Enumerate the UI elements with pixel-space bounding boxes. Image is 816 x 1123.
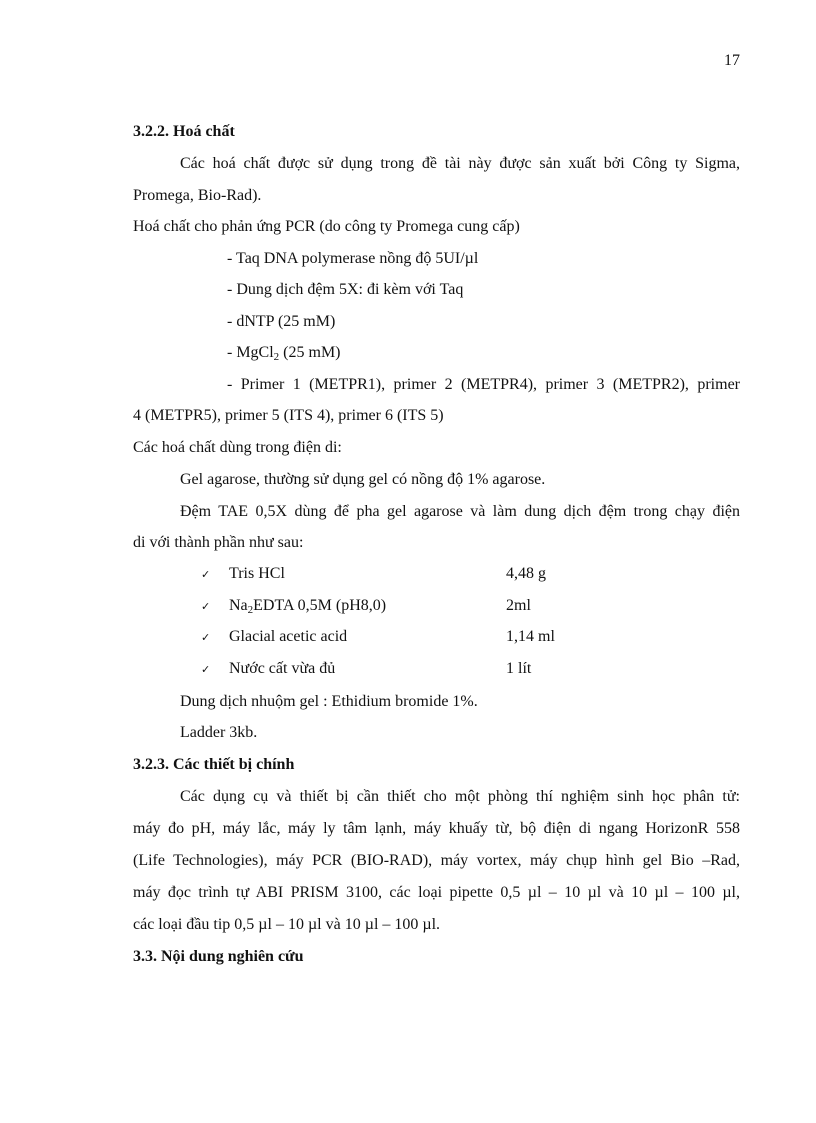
- tae-component-qty: 1 lít: [506, 660, 532, 677]
- pcr-item-primers-cont: 4 (METPR5), primer 5 (ITS 4), primer 6 (ITS 5): [133, 407, 444, 424]
- tae-component-name: Nước cất vừa đủ: [229, 660, 336, 677]
- tae-component-name: Tris HCl: [229, 565, 285, 582]
- edta-suffix: EDTA 0,5M (pH8,0): [253, 597, 387, 614]
- na-prefix: Na: [229, 597, 248, 614]
- ladder-line: Ladder 3kb.: [180, 724, 258, 741]
- equipment-paragraph-line: máy đo pH, máy lắc, máy ly tâm lạnh, máy khuấy từ, bộ điện di ngang HorizonR 558: [133, 820, 740, 837]
- tae-component-row: [133, 597, 740, 617]
- na-subscript: 2: [247, 604, 254, 616]
- tae-component-row: [133, 565, 740, 585]
- section-heading-3-3: 3.3. Nội dung nghiên cứu: [133, 948, 304, 965]
- tae-component-qty: 1,14 ml: [506, 628, 555, 645]
- pcr-item-dntp: - dNTP (25 mM): [227, 313, 336, 330]
- intro-paragraph-line: Promega, Bio-Rad).: [133, 187, 262, 204]
- checkmark-icon: ✓: [201, 600, 211, 613]
- tae-buffer-line-cont: di với thành phần như sau:: [133, 534, 304, 551]
- pcr-item-primers: - Primer 1 (METPR1), primer 2 (METPR4), primer 3 (METPR2), primer: [227, 376, 740, 393]
- pcr-chemicals-title: Hoá chất cho phản ứng PCR (do công ty Promega cung cấp): [133, 218, 520, 235]
- pcr-item-mgcl2: [227, 343, 341, 363]
- gel-agarose-line: Gel agarose, thường sử dụng gel có nồng độ 1% agarose.: [180, 471, 546, 488]
- tae-buffer-line: Đệm TAE 0,5X dùng để pha gel agarose và làm dung dịch đệm trong chạy điện: [180, 503, 740, 520]
- intro-paragraph-line: Các hoá chất được sử dụng trong đề tài này được sản xuất bởi Công ty Sigma,: [180, 155, 740, 172]
- mgcl-subscript: 2: [273, 351, 280, 363]
- equipment-paragraph-line: máy đọc trình tự ABI PRISM 3100, các loại pipette 0,5 µl – 10 µl và 10 µl – 100 µl,: [133, 884, 740, 901]
- mgcl-suffix: (25 mM): [279, 344, 341, 361]
- section-heading-3-2-2: 3.2.2. Hoá chất: [133, 123, 235, 140]
- equipment-paragraph-line: Các dụng cụ và thiết bị cần thiết cho một phòng thí nghiệm sinh học phân tử:: [180, 788, 740, 805]
- tae-component-row: [133, 660, 740, 680]
- pcr-item-buffer: - Dung dịch đệm 5X: đi kèm với Taq: [227, 281, 464, 298]
- tae-component-name: Glacial acetic acid: [229, 628, 348, 645]
- mgcl-prefix: - MgCl: [227, 344, 274, 361]
- tae-component-qty: 2ml: [506, 597, 531, 614]
- page-number: 17: [724, 52, 740, 69]
- stain-line: Dung dịch nhuộm gel : Ethidium bromide 1%.: [180, 693, 478, 710]
- checkmark-icon: ✓: [201, 631, 211, 644]
- checkmark-icon: ✓: [201, 663, 211, 676]
- electrophoresis-title: Các hoá chất dùng trong điện di:: [133, 439, 342, 456]
- checkmark-icon: ✓: [201, 568, 211, 581]
- equipment-paragraph-line: các loại đầu tip 0,5 µl – 10 µl và 10 µl – 100 µl.: [133, 916, 441, 933]
- tae-component-row: [133, 628, 740, 648]
- section-heading-3-2-3: 3.2.3. Các thiết bị chính: [133, 756, 295, 773]
- tae-component-qty: 4,48 g: [506, 565, 546, 582]
- equipment-paragraph-line: (Life Technologies), máy PCR (BIO-RAD), máy vortex, máy chụp hình gel Bio –Rad,: [133, 852, 740, 869]
- tae-component-name: [229, 597, 386, 615]
- pcr-item-taq: - Taq DNA polymerase nồng độ 5UI/µl: [227, 250, 479, 267]
